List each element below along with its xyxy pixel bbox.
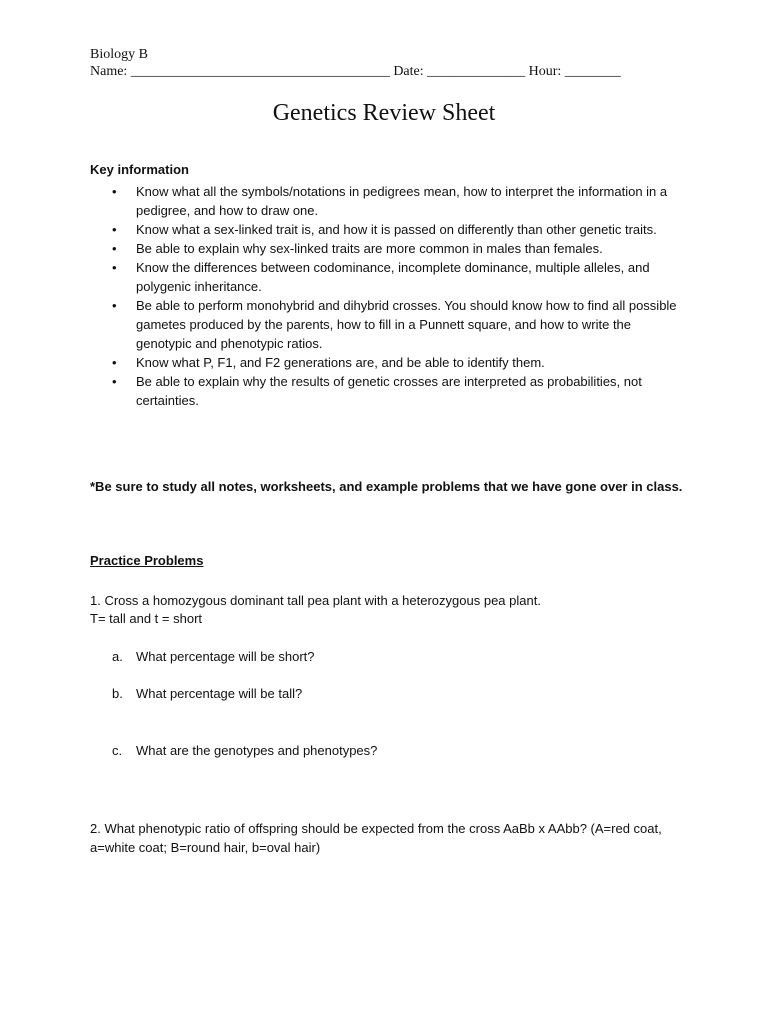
bullet-icon: •: [112, 241, 117, 256]
question-2: 2. What phenotypic ratio of offspring should be expected from the cross AaBb x AAbb? (A=red coat, a=white coat; B=round hair, b=oval hair): [90, 821, 662, 855]
bullet-icon: •: [112, 184, 117, 199]
list-item-text: Be able to explain why the results of genetic crosses are interpreted as probabilities, not certainties.: [136, 374, 642, 408]
question-1c: [112, 743, 377, 758]
list-item-text: Know the differences between codominance, incomplete dominance, multiple alleles, and polygenic inheritance.: [136, 260, 650, 294]
list-item-text: Know what a sex-linked trait is, and how it is passed on differently than other genetic traits.: [136, 222, 657, 237]
part-label: c.: [112, 743, 123, 758]
part-text: What are the genotypes and phenotypes?: [136, 743, 378, 758]
list-item: [90, 353, 690, 372]
part-text: What percentage will be short?: [136, 649, 315, 664]
list-item: [90, 239, 690, 258]
bullet-icon: •: [112, 222, 117, 237]
list-item-text: Be able to perform monohybrid and dihybrid crosses. You should know how to find all possible gametes produced by the parents, how to fill in a Punnett square, and how to write the genotypic and phenotypic ratios.: [136, 298, 677, 351]
page-title: Genetics Review Sheet: [272, 100, 496, 126]
question-1: [90, 592, 541, 628]
course-label: Biology B: [90, 47, 148, 62]
list-item-text: Know what all the symbols/notations in pedigrees mean, how to interpret the information in a pedigree, and how to draw one.: [136, 184, 668, 218]
bullet-icon: •: [112, 260, 117, 275]
list-item-text: Be able to explain why sex-linked traits are more common in males than females.: [136, 241, 603, 256]
practice-problems-heading: Practice Problems: [90, 553, 204, 568]
bullet-icon: •: [112, 374, 117, 389]
list-item: [90, 296, 690, 353]
part-label: a.: [112, 649, 123, 664]
list-item: [90, 182, 690, 220]
bullet-icon: •: [112, 355, 117, 370]
question-1-prompt: 1. Cross a homozygous dominant tall pea plant with a heterozygous pea plant.: [90, 593, 541, 608]
part-label: b.: [112, 686, 123, 701]
list-item: [90, 220, 690, 239]
part-text: What percentage will be tall?: [136, 686, 303, 701]
question-1-key: T= tall and t = short: [90, 611, 203, 626]
name-date-hour-line: Name: _____________________________________ Date: ______________ Hour: ________: [90, 64, 621, 79]
question-1b: [112, 686, 302, 701]
list-item: [90, 258, 690, 296]
key-information-heading: Key information: [90, 162, 189, 177]
question-1a: [112, 649, 314, 664]
list-item: [90, 372, 690, 410]
study-note: *Be sure to study all notes, worksheets, and example problems that we have gone over in class.: [90, 479, 683, 494]
key-information-list: [90, 182, 690, 410]
bullet-icon: •: [112, 298, 117, 313]
list-item-text: Know what P, F1, and F2 generations are, and be able to identify them.: [136, 355, 545, 370]
